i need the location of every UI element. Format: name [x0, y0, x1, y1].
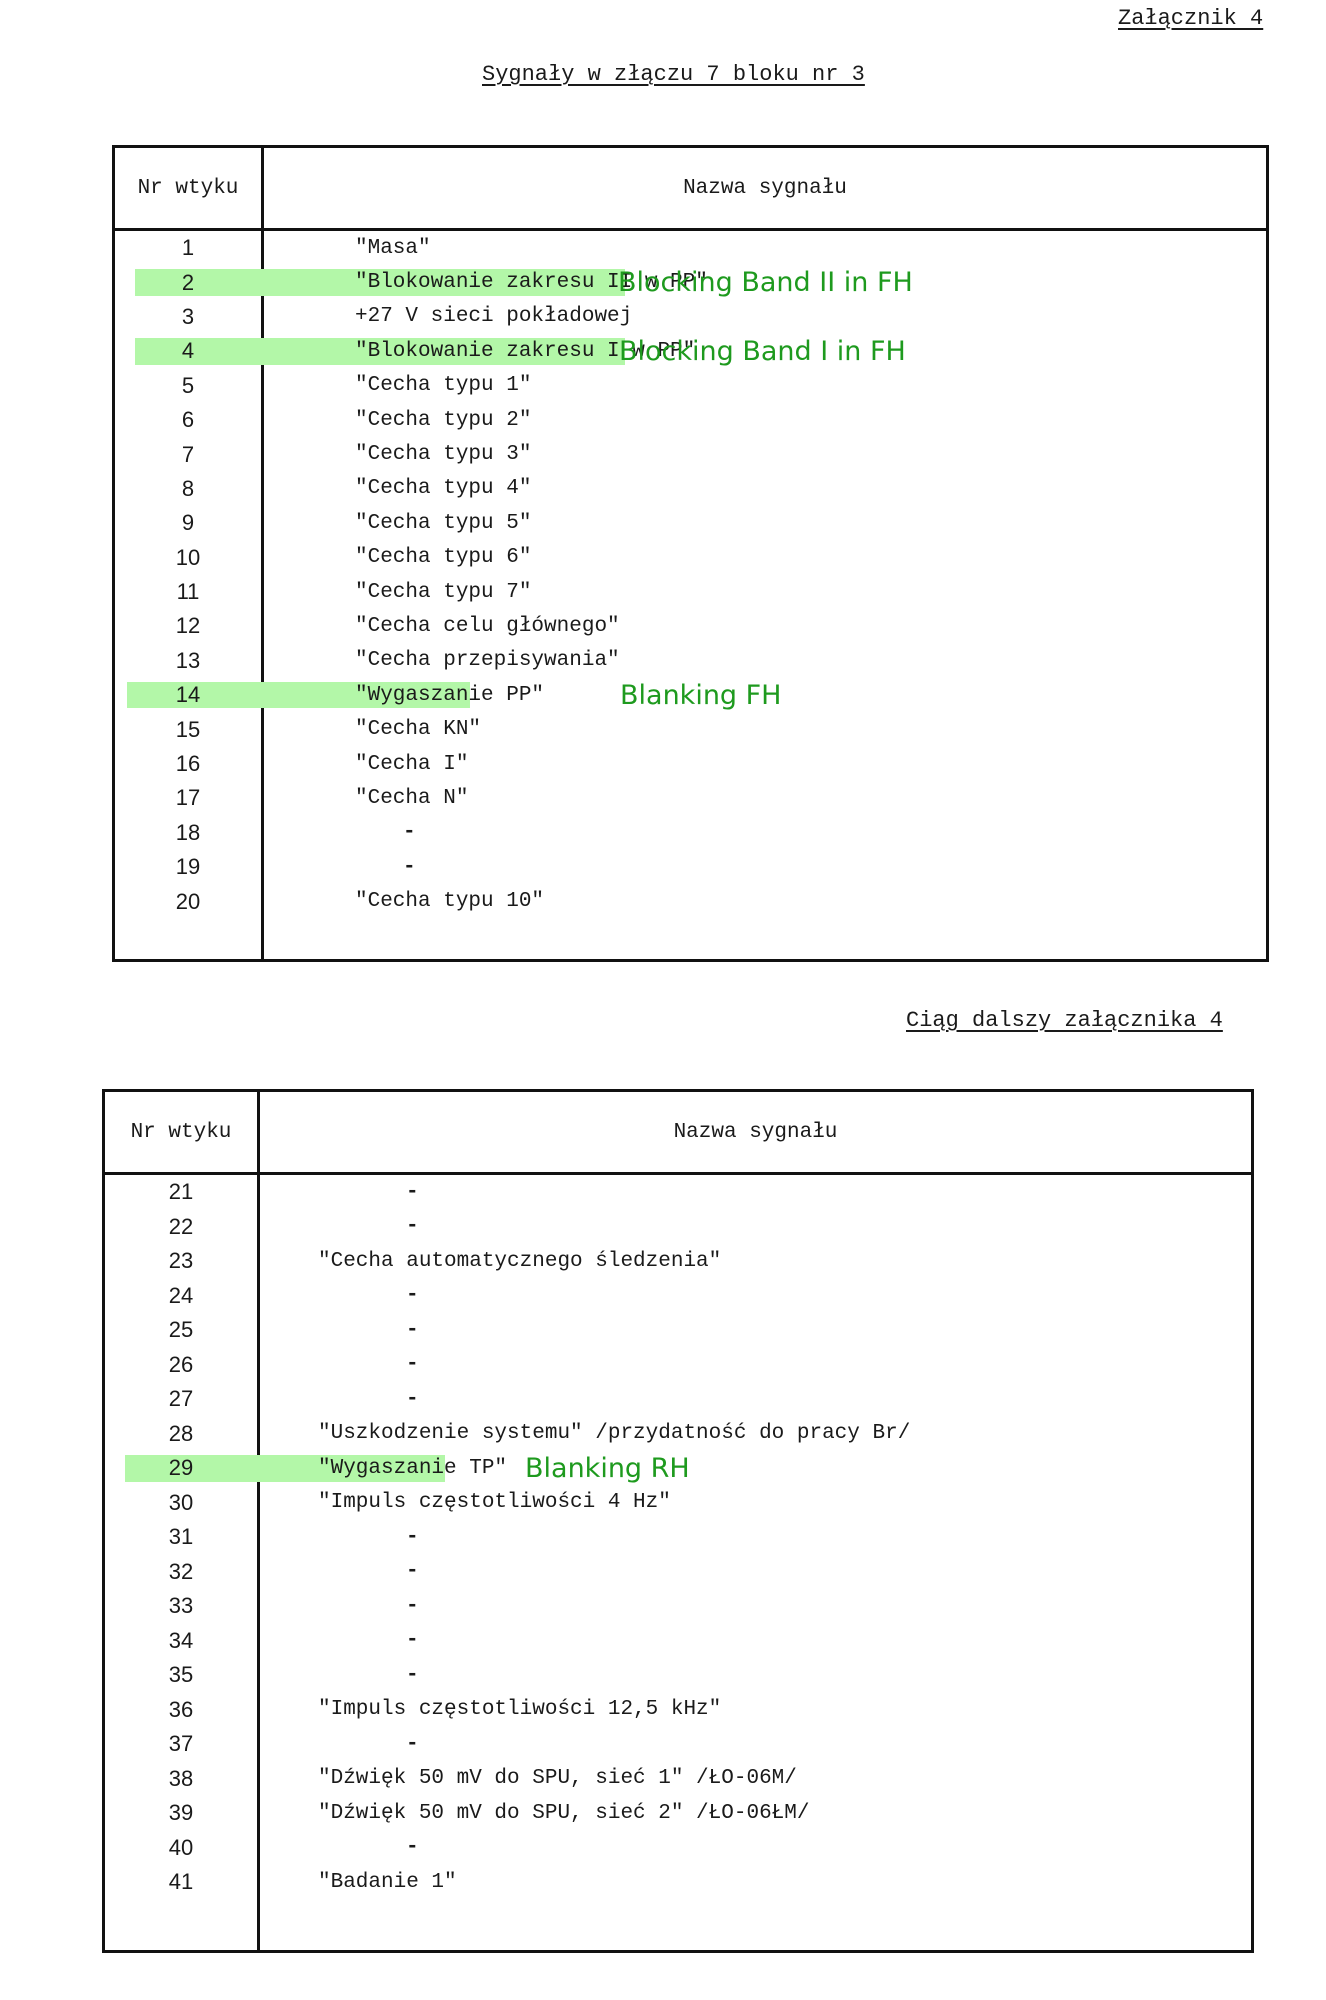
translation-note: Blocking Band I in FH: [619, 335, 906, 367]
signal-name: "Cecha typu 5": [355, 511, 532, 535]
pin-number: 18: [175, 819, 201, 845]
signal-name: -: [406, 1560, 419, 1584]
pin-number: 37: [168, 1731, 194, 1757]
signal-name: "Cecha I": [355, 752, 469, 776]
translation-note: Blocking Band II in FH: [618, 267, 913, 299]
pin-number: 20: [175, 888, 201, 914]
table-row: [115, 850, 1266, 884]
table-row: [105, 1348, 1251, 1383]
table-row: [105, 1417, 1251, 1452]
pin-number: 23: [168, 1248, 194, 1274]
signals-table-part-2: [102, 1089, 1254, 1953]
signal-name: -: [406, 1629, 419, 1653]
column-header-signal: Nazwa sygnału: [683, 176, 847, 200]
pin-number: 40: [168, 1834, 194, 1860]
signal-name: "Cecha typu 3": [355, 443, 532, 467]
pin-number: 2: [181, 269, 195, 295]
table-row: [105, 1210, 1251, 1245]
annex-label: Załącznik 4: [1118, 6, 1264, 31]
signal-name: -: [406, 1353, 419, 1377]
translation-note: Blanking RH: [525, 1452, 690, 1484]
table-row: [105, 1831, 1251, 1866]
pin-number: 11: [176, 579, 200, 605]
signal-name: -: [406, 1284, 419, 1308]
signal-name: "Cecha typu 1": [355, 374, 532, 398]
table-row: [105, 1589, 1251, 1624]
table-row: [115, 437, 1266, 471]
signal-name: "Cecha automatycznego śledzenia": [318, 1249, 722, 1273]
table-row: [115, 472, 1266, 506]
pin-number: 1: [181, 235, 195, 261]
pin-number: 9: [181, 510, 195, 536]
pin-number: 34: [168, 1627, 194, 1653]
pin-number: 31: [168, 1524, 194, 1550]
pin-number: 32: [168, 1558, 194, 1584]
pin-number: 5: [181, 372, 195, 398]
table-row: [115, 781, 1266, 815]
table-row: [115, 334, 1266, 368]
table-header: [105, 1092, 1251, 1175]
signal-name: "Cecha typu 10": [355, 890, 545, 914]
table-row: [115, 816, 1266, 850]
signal-name: "Dźwięk 50 mV do SPU, sieć 1" /ŁO-06M/: [318, 1767, 797, 1791]
table-row: [105, 1313, 1251, 1348]
table-body: [105, 1175, 1251, 1900]
signal-name: -: [406, 1663, 419, 1687]
table-row: [105, 1451, 1251, 1486]
signal-name: -: [406, 1594, 419, 1618]
signal-name: "Blokowanie zakresu II w PP": [355, 271, 708, 295]
table-row: [115, 541, 1266, 575]
table-row: [105, 1382, 1251, 1417]
continuation-label: Ciąg dalszy załącznika 4: [906, 1008, 1223, 1033]
signal-name: "Impuls częstotliwości 4 Hz": [318, 1491, 671, 1515]
signal-name: "Cecha przepisywania": [355, 649, 620, 673]
pin-number: 15: [175, 716, 201, 742]
pin-number: 6: [181, 407, 195, 433]
signal-name: "Masa": [355, 236, 431, 260]
table-row: [115, 300, 1266, 334]
document-title: Sygnały w złączu 7 bloku nr 3: [482, 62, 865, 87]
table-row: [105, 1865, 1251, 1900]
signal-name: "Cecha N": [355, 786, 469, 810]
pin-number: 25: [168, 1317, 194, 1343]
signals-table-part-1: [112, 145, 1269, 962]
table-row: [115, 678, 1266, 712]
column-header-pin: Nr wtyku: [137, 176, 239, 200]
pin-number: 29: [168, 1455, 194, 1481]
pin-number: 38: [168, 1765, 194, 1791]
signal-name: -: [406, 1318, 419, 1342]
table-row: [105, 1727, 1251, 1762]
table-row: [105, 1762, 1251, 1797]
pin-number: 10: [175, 544, 201, 570]
pin-number: 7: [181, 441, 195, 467]
pin-number: 14: [175, 682, 201, 708]
table-row: [115, 712, 1266, 746]
signal-name: "Blokowanie zakresu I w PP": [355, 339, 696, 363]
signal-name: -: [406, 1180, 419, 1204]
pin-number: 12: [175, 613, 201, 639]
translation-note: Blanking FH: [620, 679, 782, 711]
signal-name: "Badanie 1": [318, 1870, 457, 1894]
signal-name: "Cecha celu głównego": [355, 614, 620, 638]
pin-number: 8: [181, 475, 195, 501]
column-header-pin: Nr wtyku: [130, 1120, 232, 1144]
table-row: [115, 644, 1266, 678]
table-header: [115, 148, 1266, 231]
pin-number: 16: [175, 751, 201, 777]
pin-number: 33: [168, 1593, 194, 1619]
table-row: [105, 1175, 1251, 1210]
signal-name: -: [403, 855, 416, 879]
table-row: [115, 747, 1266, 781]
pin-number: 21: [168, 1179, 194, 1205]
pin-number: 36: [168, 1696, 194, 1722]
table-row: [105, 1658, 1251, 1693]
pin-number: 17: [175, 785, 201, 811]
signal-name: "Dźwięk 50 mV do SPU, sieć 2" /ŁO-06ŁM/: [318, 1801, 810, 1825]
signal-name: "Impuls częstotliwości 12,5 kHz": [318, 1698, 722, 1722]
table-row: [105, 1486, 1251, 1521]
pin-number: 39: [168, 1800, 194, 1826]
pin-number: 13: [175, 647, 201, 673]
table-row: [115, 403, 1266, 437]
signal-name: "Cecha typu 7": [355, 580, 532, 604]
table-row: [115, 506, 1266, 540]
pin-number: 3: [181, 303, 195, 329]
table-body: [115, 231, 1266, 919]
signal-name: -: [403, 821, 416, 845]
table-row: [105, 1796, 1251, 1831]
pin-number: 24: [168, 1282, 194, 1308]
table-row: [115, 884, 1266, 918]
signal-name: -: [406, 1732, 419, 1756]
table-row: [115, 265, 1266, 299]
table-row: [105, 1693, 1251, 1728]
column-header-signal: Nazwa sygnału: [673, 1120, 838, 1144]
signal-name: "Cecha KN": [355, 718, 482, 742]
signal-name: -: [406, 1525, 419, 1549]
signal-name: "Cecha typu 2": [355, 408, 532, 432]
signal-name: +27 V sieci pokładowej: [355, 305, 633, 329]
table-row: [115, 369, 1266, 403]
signal-name: "Cecha typu 6": [355, 546, 532, 570]
table-row: [115, 609, 1266, 643]
table-row: [115, 231, 1266, 265]
pin-number: 27: [168, 1386, 194, 1412]
table-row: [115, 575, 1266, 609]
pin-number: 26: [168, 1351, 194, 1377]
table-row: [105, 1624, 1251, 1659]
pin-number: 19: [175, 854, 201, 880]
signal-name: "Wygaszanie TP": [318, 1456, 508, 1480]
pin-number: 28: [168, 1420, 194, 1446]
table-row: [105, 1520, 1251, 1555]
pin-number: 35: [168, 1662, 194, 1688]
table-row: [105, 1244, 1251, 1279]
signal-name: "Wygaszanie PP": [355, 683, 545, 707]
signal-name: -: [406, 1215, 419, 1239]
signal-name: "Cecha typu 4": [355, 477, 532, 501]
pin-number: 30: [168, 1489, 194, 1515]
table-row: [105, 1279, 1251, 1314]
signal-name: -: [406, 1836, 419, 1860]
table-row: [105, 1555, 1251, 1590]
signal-name: "Uszkodzenie systemu" /przydatność do pracy Br/: [318, 1422, 911, 1446]
signal-name: -: [406, 1387, 419, 1411]
pin-number: 4: [181, 338, 195, 364]
pin-number: 22: [168, 1213, 194, 1239]
pin-number: 41: [168, 1869, 194, 1895]
